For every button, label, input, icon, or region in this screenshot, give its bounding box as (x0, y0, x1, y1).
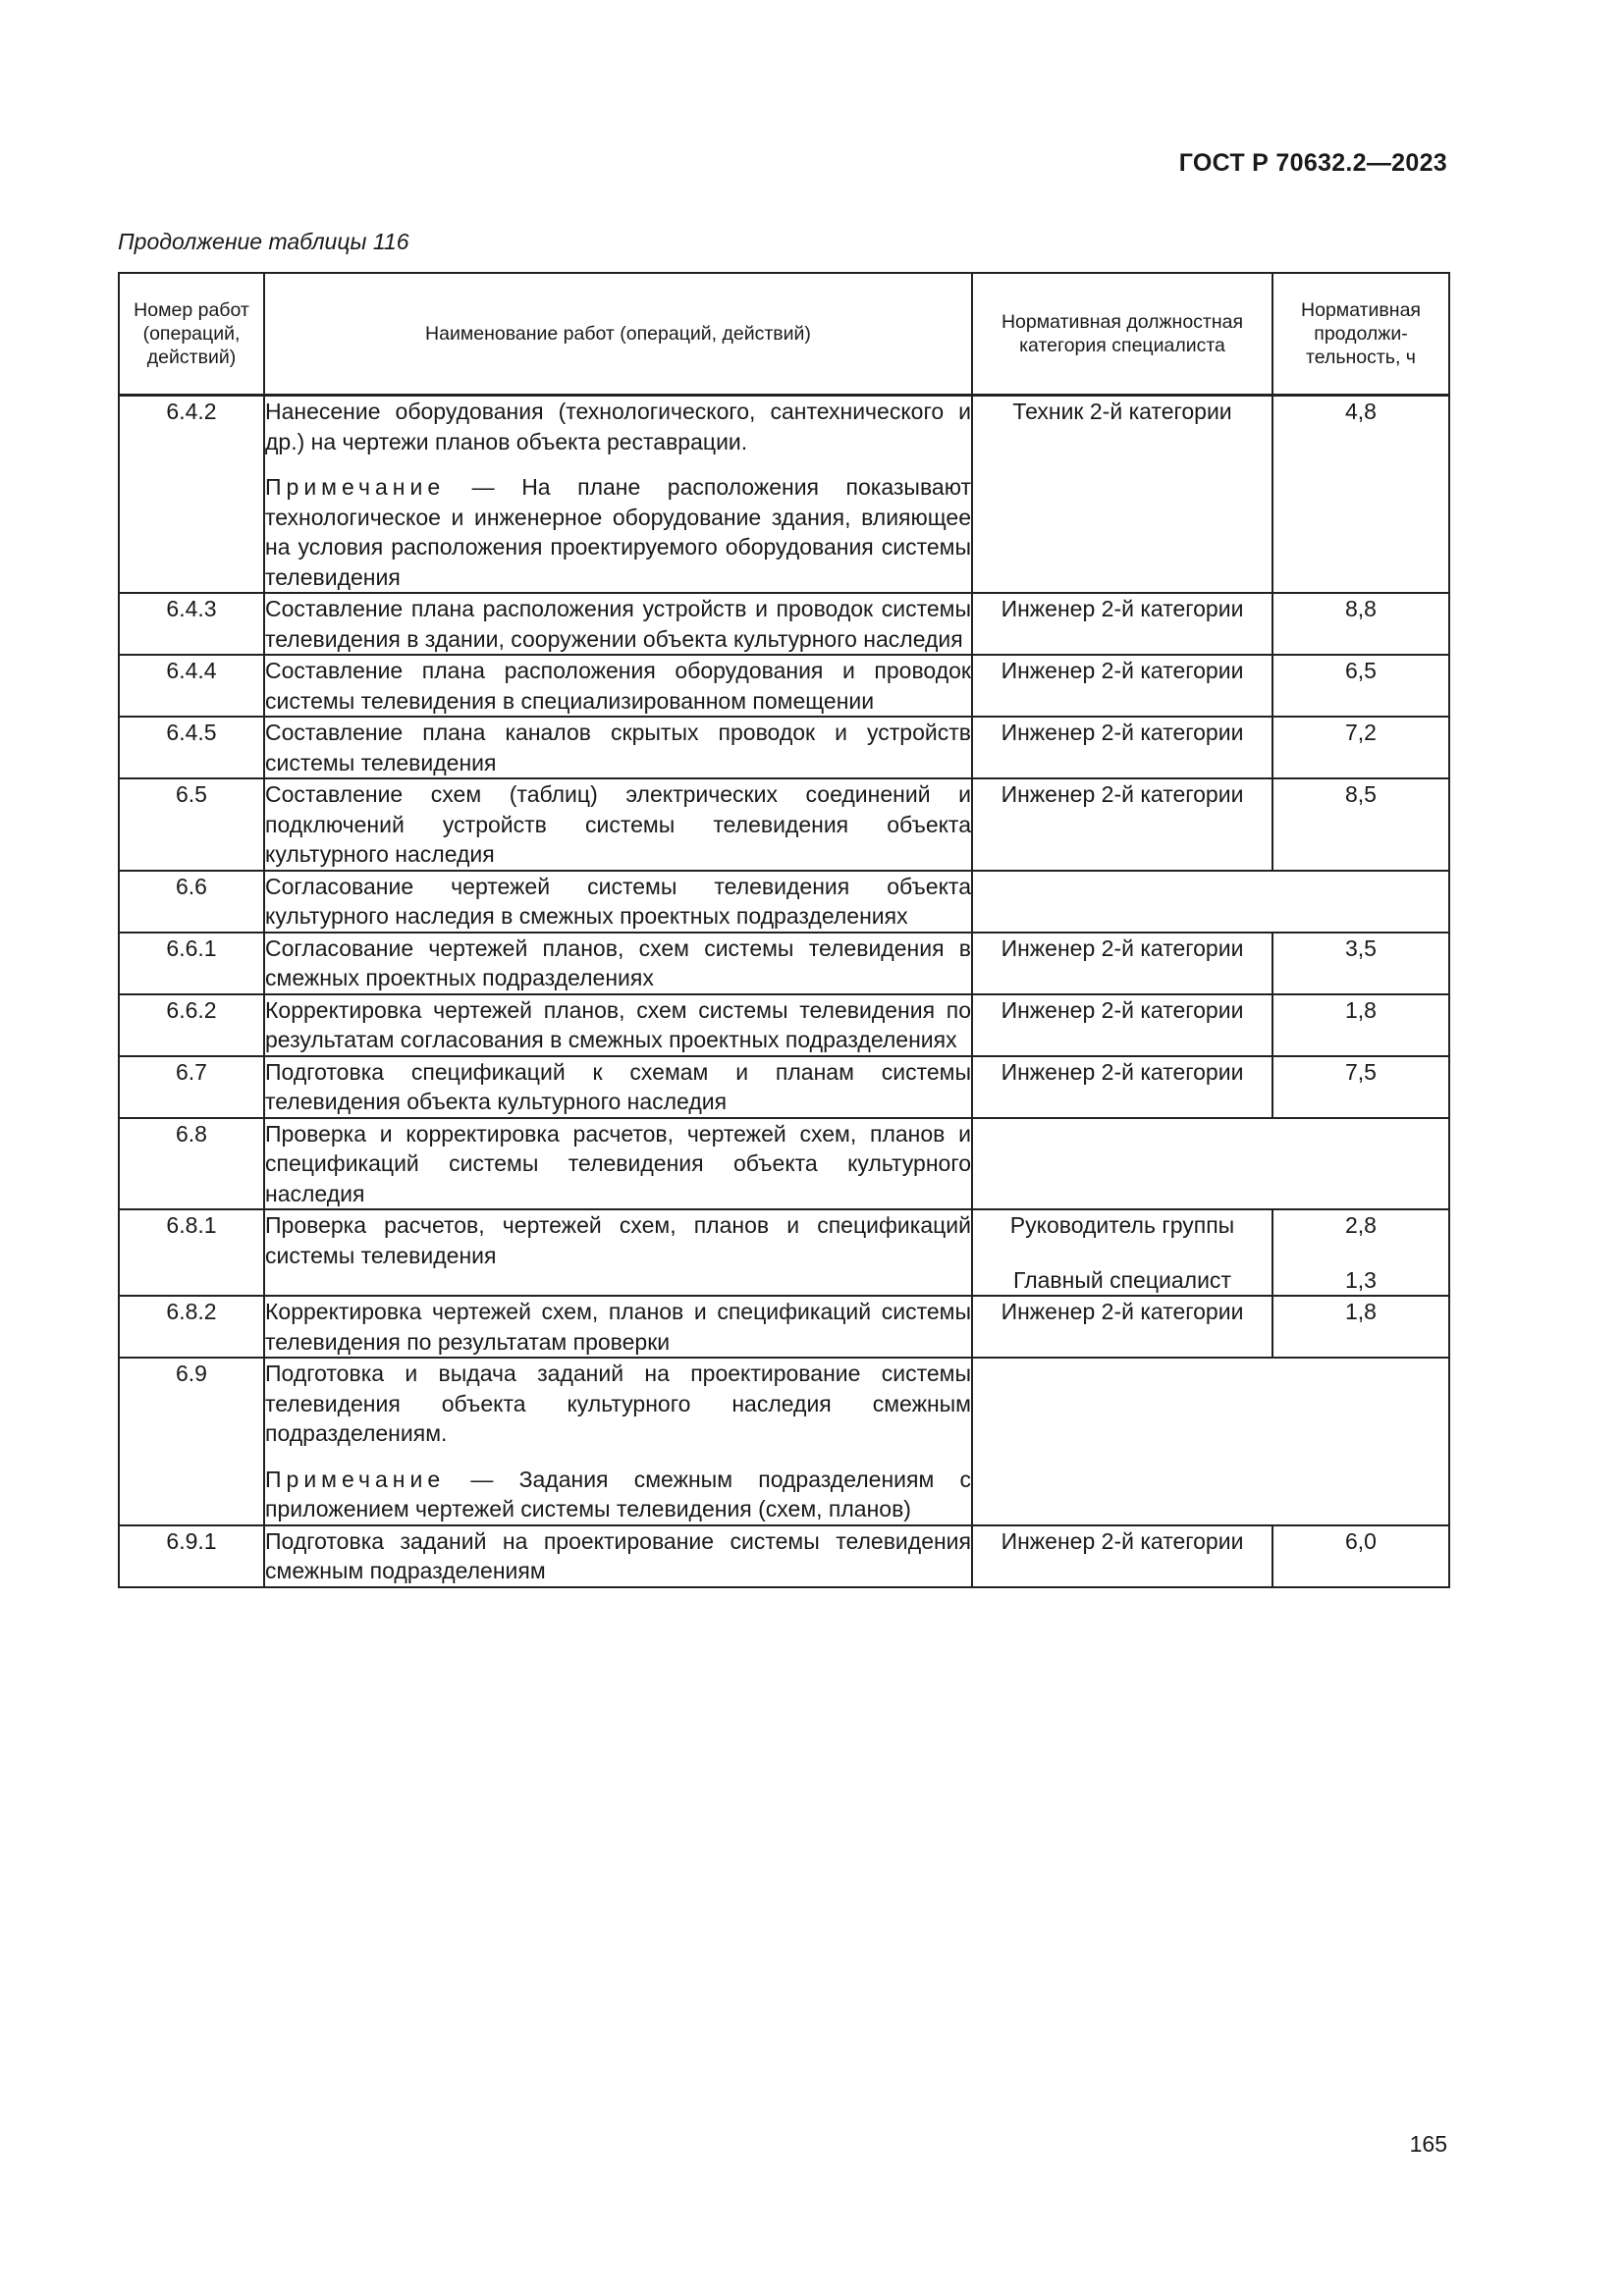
specialist-category: Инженер 2-й категории (1001, 1058, 1244, 1085)
work-number-cell: 6.8.1 (119, 1209, 264, 1296)
work-note (265, 1465, 971, 1524)
table-row (119, 1118, 1449, 1210)
specialist-category-cell (972, 655, 1272, 717)
duration-value: 3,5 (1345, 934, 1377, 961)
specialist-category-cell (972, 593, 1272, 655)
work-name-cell (264, 1358, 972, 1525)
work-name-text: Подготовка спецификаций к схемам и планам системы телевидения объекта культурного наследия (265, 1058, 971, 1114)
work-name-cell (264, 1296, 972, 1358)
specialist-category: Главный специалист (1013, 1267, 1231, 1293)
work-number-cell: 6.9.1 (119, 1525, 264, 1587)
standard-designation: ГОСТ Р 70632.2—2023 (1178, 149, 1447, 177)
table-caption: Продолжение таблицы 116 (118, 229, 409, 254)
header-duration: Нормативная продолжи- тельность, ч (1272, 273, 1449, 396)
note-text: — На плане расположения показывают технологическое и инженерное оборудование здания, влияющее на условия расположения проектируемого оборудования системы телевидения (265, 474, 971, 590)
work-name-cell (264, 933, 972, 994)
duration-cell (1272, 717, 1449, 778)
specialist-category: Инженер 2-й категории (1001, 658, 1244, 683)
work-number-cell: 6.4.4 (119, 655, 264, 717)
specialist-category: Инженер 2-й категории (1001, 1299, 1244, 1324)
header-work-number: Номер работ (операций, действий) (119, 273, 264, 396)
empty-merged-cell (972, 871, 1449, 933)
work-name-cell (264, 871, 972, 933)
work-name-text: Проверка и корректировка расчетов, чертежей схем, планов и спецификаций системы телевидения объекта культурного наследия (265, 1120, 971, 1206)
table-body (119, 396, 1449, 1587)
specialist-category-cell (972, 778, 1272, 871)
work-name-text: Корректировка чертежей планов, схем системы телевидения по результатам согласования в смежных проектных подразделениях (265, 996, 971, 1052)
duration-cell (1272, 1209, 1449, 1296)
table-row (119, 717, 1449, 778)
duration-cell (1272, 655, 1449, 717)
specialist-category: Инженер 2-й категории (1001, 720, 1244, 745)
specialist-category: Инженер 2-й категории (1001, 596, 1244, 621)
specialist-category-cell (972, 396, 1272, 594)
work-name-text: Нанесение оборудования (технологического, сантехнического и др.) на чертежи планов объекта реставрации. (265, 399, 971, 454)
work-name-text: Согласование чертежей системы телевидения объекта культурного наследия в смежных проектных подразделениях (265, 873, 971, 929)
specialist-category-cell (972, 1209, 1272, 1296)
norms-table (118, 272, 1450, 1588)
work-number-cell: 6.9 (119, 1358, 264, 1525)
duration-value: 1,3 (1345, 1267, 1377, 1293)
work-number-cell: 6.7 (119, 1056, 264, 1118)
duration-cell (1272, 933, 1449, 994)
empty-merged-cell (972, 1118, 1449, 1210)
duration-value: 8,8 (1345, 596, 1377, 621)
table-row (119, 778, 1449, 871)
table-row (119, 1209, 1449, 1296)
work-name-cell (264, 994, 972, 1056)
work-number-cell: 6.6 (119, 871, 264, 933)
duration-cell (1272, 593, 1449, 655)
duration-value: 7,5 (1345, 1058, 1377, 1085)
work-name-text: Составление плана расположения оборудования и проводок системы телевидения в специализированном помещении (265, 658, 971, 714)
work-name-text: Согласование чертежей планов, схем системы телевидения в смежных проектных подразделениях (265, 934, 971, 990)
specialist-category-cell (972, 717, 1272, 778)
specialist-category-cell (972, 1525, 1272, 1587)
work-name-text: Подготовка заданий на проектирование системы телевидения смежным подразделениям (265, 1527, 971, 1583)
work-name-text: Составление плана каналов скрытых проводок и устройств системы телевидения (265, 720, 971, 775)
specialist-category: Инженер 2-й категории (1001, 934, 1244, 961)
header-work-name: Наименование работ (операций, действий) (264, 273, 972, 396)
specialist-category: Техник 2-й категории (1012, 399, 1232, 424)
work-name-cell (264, 1056, 972, 1118)
specialist-category: Инженер 2-й категории (1001, 1527, 1244, 1554)
duration-value: 1,8 (1345, 1299, 1377, 1324)
work-number-cell: 6.5 (119, 778, 264, 871)
duration-value: 1,8 (1345, 996, 1377, 1023)
duration-cell (1272, 1525, 1449, 1587)
work-name-cell (264, 778, 972, 871)
table-header-row (119, 273, 1449, 396)
duration-value: 6,5 (1345, 658, 1377, 683)
table-row (119, 994, 1449, 1056)
work-name-cell (264, 1118, 972, 1210)
work-name-cell (264, 655, 972, 717)
duration-cell (1272, 1056, 1449, 1118)
specialist-category-cell (972, 994, 1272, 1056)
work-name-text: Проверка расчетов, чертежей схем, планов и спецификаций системы телевидения (265, 1212, 971, 1268)
duration-cell (1272, 778, 1449, 871)
work-note (265, 472, 971, 592)
work-name-text: Корректировка чертежей схем, планов и спецификаций системы телевидения по результатам проверки (265, 1299, 971, 1355)
table-row (119, 933, 1449, 994)
page-number: 165 (1409, 2131, 1447, 2157)
specialist-category-cell (972, 933, 1272, 994)
work-number-cell: 6.8 (119, 1118, 264, 1210)
duration-cell (1272, 396, 1449, 594)
table-row (119, 1525, 1449, 1587)
table-row (119, 871, 1449, 933)
specialist-category: Инженер 2-й категории (1001, 996, 1244, 1023)
specialist-category-cell (972, 1056, 1272, 1118)
table-row (119, 1056, 1449, 1118)
note-text: — Задания смежным подразделениям с приложением чертежей системы телевидения (схем, планов) (265, 1466, 971, 1522)
table-row (119, 655, 1449, 717)
work-name-text: Подготовка и выдача заданий на проектирование системы телевидения объекта культурного наследия смежным подразделениям. (265, 1361, 971, 1446)
work-name-cell (264, 593, 972, 655)
work-name-text: Составление схем (таблиц) электрических соединений и подключений устройств системы телевидения объекта культурного наследия (265, 781, 971, 867)
work-number-cell: 6.6.2 (119, 994, 264, 1056)
note-label: Примечание (265, 474, 446, 500)
work-number-cell: 6.6.1 (119, 933, 264, 994)
duration-value: 6,0 (1345, 1527, 1377, 1554)
work-name-text: Составление плана расположения устройств и проводок системы телевидения в здании, сооружении объекта культурного наследия (265, 596, 971, 652)
duration-value: 7,2 (1345, 720, 1377, 745)
specialist-category: Руководитель группы (1009, 1212, 1235, 1238)
table-row (119, 1296, 1449, 1358)
note-label: Примечание (265, 1466, 446, 1492)
table-row (119, 593, 1449, 655)
duration-value: 4,8 (1345, 399, 1377, 424)
work-name-cell (264, 1209, 972, 1296)
work-number-cell: 6.4.2 (119, 396, 264, 594)
duration-cell (1272, 1296, 1449, 1358)
specialist-category-cell (972, 1296, 1272, 1358)
specialist-category: Инженер 2-й категории (1001, 781, 1244, 807)
duration-value: 8,5 (1345, 781, 1377, 807)
work-number-cell: 6.4.3 (119, 593, 264, 655)
empty-merged-cell (972, 1358, 1449, 1525)
duration-cell (1272, 994, 1449, 1056)
work-name-cell (264, 717, 972, 778)
work-number-cell: 6.8.2 (119, 1296, 264, 1358)
table-row (119, 396, 1449, 594)
work-number-cell: 6.4.5 (119, 717, 264, 778)
work-name-cell (264, 396, 972, 594)
work-name-cell (264, 1525, 972, 1587)
table-row (119, 1358, 1449, 1525)
header-specialist-category: Нормативная должностная категория специалиста (972, 273, 1272, 396)
duration-value: 2,8 (1345, 1212, 1377, 1238)
